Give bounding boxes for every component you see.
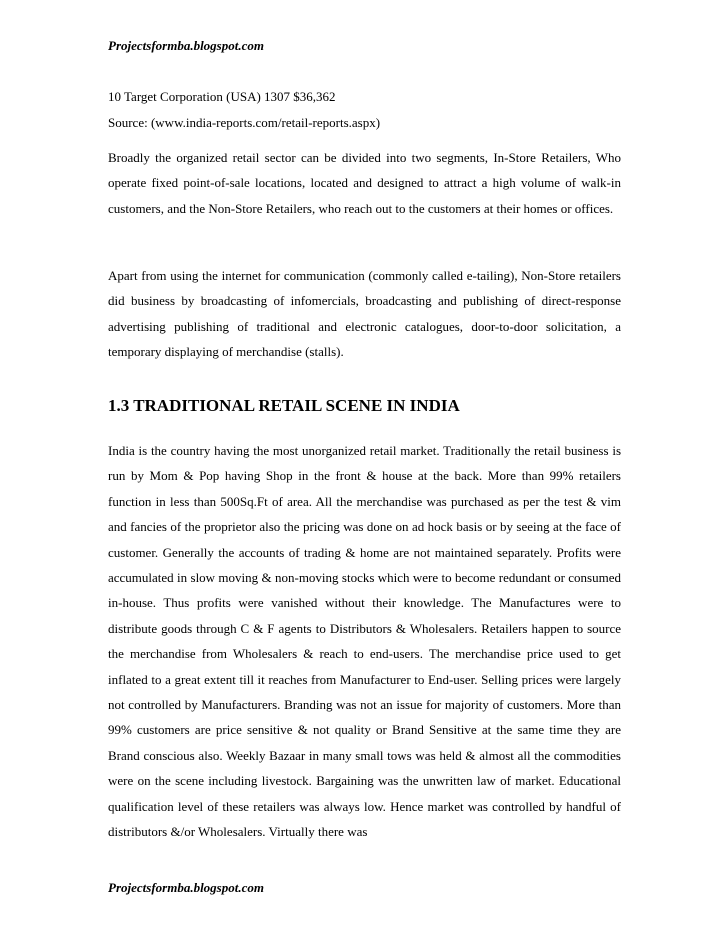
section-heading: 1.3 TRADITIONAL RETAIL SCENE IN INDIA xyxy=(108,396,460,415)
section-body-paragraph: India is the country having the most unorganized retail market. Traditionally the retail business is run by Mom & Pop having Shop in the front & house at the back. More than 99% retailers function in less than 500Sq.Ft of area. All the merchandise was purchased as per the test & vim and fancies of the proprietor also the pricing was done on ad hock basis or by seeing at the face of customer. Generally the accounts of trading & home are not maintained separately. Profits were accumulated in slow moving & non-moving stocks which were to become redundant or consumed in-house. Thus profits were vanished without their knowledge. The Manufactures were to distribute goods through C & F agents to Distributors & Wholesalers. Retailers happen to source the merchandise from Wholesalers & reach to end-users. The merchandise price used to get inflated to a great extent till it reaches from Manufacturer to End-user. Selling prices were largely not controlled by Manufacturers. Branding was not an issue for majority of customers. More than 99% customers are price sensitive & not quality or Brand Sensitive at the same time they are Brand conscious also. Weekly Bazaar in many small tows was held & almost all the commodities were on the scene including livestock. Bargaining was the unwritten law of market. Educational qualification level of these retailers was always low. Hence market was controlled by handful of distributors &/or Wholesalers. Virtually there was xyxy=(108,443,621,840)
source-line: Source: (www.india-reports.com/retail-reports.aspx) xyxy=(108,115,381,130)
paragraph-segments: Broadly the organized retail sector can be divided into two segments, In-Store Retailers, Who operate fixed point-of-sale locations, located and designed to attract a high volume of walk-in customers, and the Non-Store Retailers, who reach out to the customers at their homes or offices. xyxy=(108,150,621,216)
paragraph-non-store: Apart from using the internet for communication (commonly called e-tailing), Non-Store retailers did business by broadcasting of infomercials, broadcasting and publishing of direct-response advertising publishing of traditional and electronic catalogues, door-to-door solicitation, a temporary displaying of merchandise (stalls). xyxy=(108,268,621,360)
table-row-text: 10 Target Corporation (USA) 1307 $36,362 xyxy=(108,89,336,104)
page-footer: Projectsformba.blogspot.com xyxy=(108,880,264,895)
page-header: Projectsformba.blogspot.com xyxy=(108,38,264,53)
